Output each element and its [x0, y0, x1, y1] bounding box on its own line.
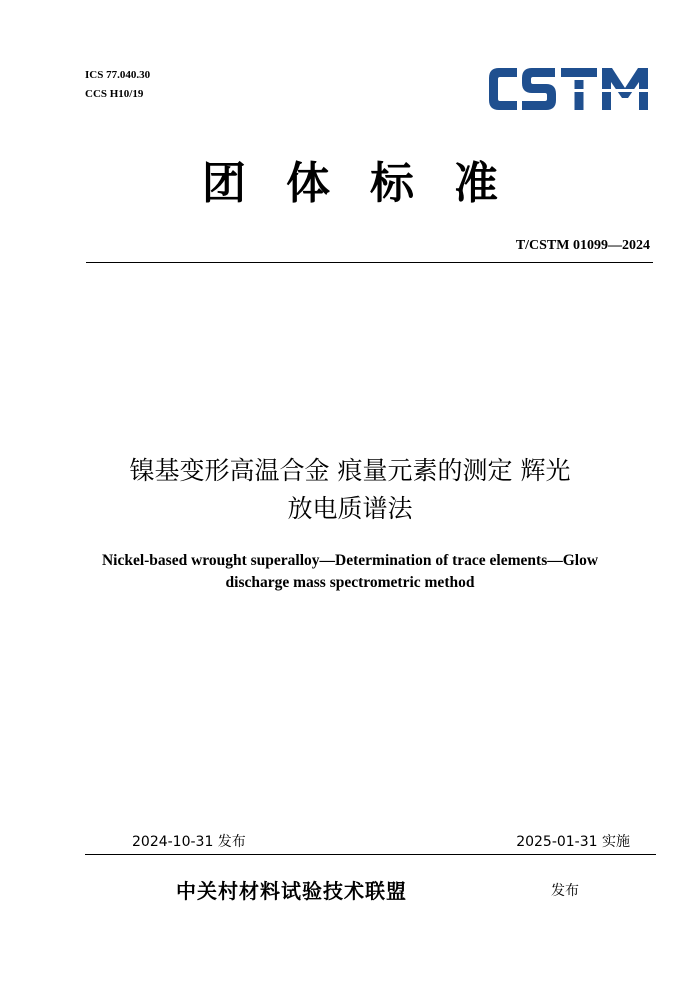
ccs-code: CCS H10/19 — [85, 88, 144, 100]
chinese-title — [60, 452, 640, 528]
classification-codes — [85, 66, 150, 104]
ics-code: ICS 77.040.30 — [85, 69, 151, 81]
english-title — [60, 550, 640, 594]
chinese-title-line-1: 镍基变形高温合金 痕量元素的测定 辉光 — [129, 456, 571, 485]
main-title: 团体标准 — [202, 158, 538, 209]
cstm-logo — [487, 66, 650, 112]
implementation-date: 2025-01-31 实施 — [516, 834, 630, 850]
issue-date: 2024-10-31 发布 — [132, 834, 246, 850]
english-title-line-2: discharge mass spectrometric method — [225, 574, 475, 591]
bottom-divider — [85, 854, 656, 855]
issuer-name: 中关村材料试验技术联盟 — [176, 879, 407, 903]
top-divider — [86, 262, 653, 263]
issuer-action: 发布 — [551, 883, 579, 899]
standard-number: T/CSTM 01099—2024 — [515, 238, 650, 253]
english-title-line-1: Nickel-based wrought superalloy—Determination of trace elements—Glow — [101, 552, 599, 569]
chinese-title-line-2: 放电质谱法 — [287, 494, 413, 523]
